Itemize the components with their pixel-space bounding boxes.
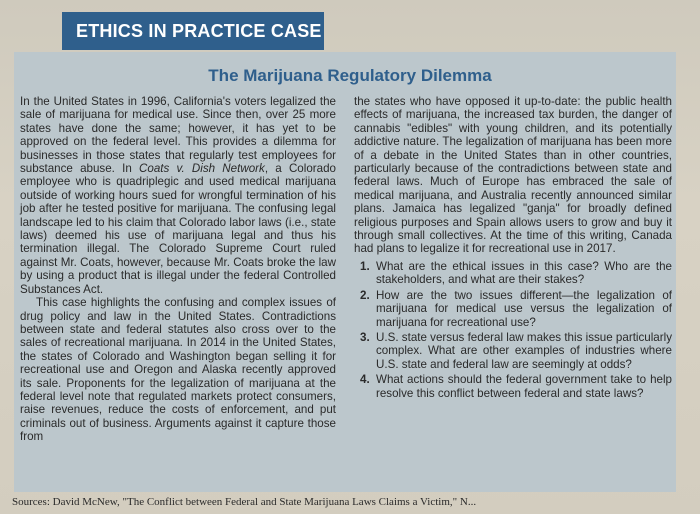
left-paragraph-1-text-b: , a Colorado employee who is quadriplegic and used medical marijuana outside of working hours sued for wrongful termination of his job after he tested positive for marijuana. The confusing legal landscape led to his claim that Colorado labor laws (i.e., state laws) deemed his use of marijuana legal and thus his termination illegal. The Colorado Supreme Court ruled against Mr. Coats, however, because Mr. Coats broke the law by using a product that is illegal under the federal Controlled Substances Act. <box>20 162 336 296</box>
question-text: How are the two issues different—the legalization of marijuana for medical use versus the legalization of marijuana for recreational use? <box>376 288 672 329</box>
case-title: The Marijuana Regulatory Dilemma <box>208 66 492 85</box>
left-paragraph-2: This case highlights the confusing and complex issues of drug policy and law in the United States. Contradictions between state and federal statutes also cross over to the sales of recreational marijuana. In 2014 in the United States, the states of Colorado and Washington began selling it for recreational use and Oregon and Alaska recently approved its sale. Proponents for the legalization of marijuana at the federal level note that regulated markets protect consumers, raise revenues, reduce the costs of enforcement, and put criminals out of business. Arguments against it capture those from <box>20 296 336 444</box>
question-number: 2. <box>360 288 370 302</box>
sources-line: Sources: David McNew, "The Conflict between Federal and State Marijuana Laws Claims a Victim," N... <box>12 496 477 508</box>
question-item <box>354 373 672 400</box>
discussion-questions <box>354 260 672 400</box>
question-item <box>354 289 672 329</box>
question-text: What are the ethical issues in this case? Who are the stakeholders, and what are their stakes? <box>376 259 672 287</box>
question-item <box>354 331 672 371</box>
right-paragraph-1: the states who have opposed it up-to-date: the public health effects of marijuana, the increased tax burden, the danger of cannabis "edibles" with young children, and its potentially addictive nature. The legalization of marijuana has been more of a debate in the United States than in other countries, particularly because of the contradictions between state and federal laws. Much of Europe has embraced the sale of medical marijuana, and Australia recently announced similar plans. Jamaica has legalized "ganja" for broadly defined religious purposes and Spain allows users to grow and buy it through small collectives. At the time of this writing, Canada had plans to legalize it for recreational use in 2017. <box>354 95 672 256</box>
case-name: Coats v. Dish Network <box>139 162 265 176</box>
left-paragraph-1 <box>20 95 336 296</box>
left-paragraph-1-text-a: In the United States in 1996, California's voters legalized the sale of marijuana for medical use. Since then, over 25 more states have done the same; however, it has yet to be approved on the federal level. This provides a dilemma for businesses in those states that regularly test employees for substance abuse. In <box>20 95 336 176</box>
case-banner: ETHICS IN PRACTICE CASE <box>62 12 324 50</box>
question-item <box>354 260 672 287</box>
question-number: 1. <box>360 259 370 273</box>
right-column <box>354 95 672 402</box>
question-text: U.S. state versus federal law makes this issue particularly complex. What are other examples of industries where U.S. state and federal law are seemingly at odds? <box>376 330 672 371</box>
left-column <box>20 95 336 444</box>
question-text: What actions should the federal government take to help resolve this conflict between federal and state laws? <box>376 373 672 400</box>
question-number: 3. <box>360 330 370 344</box>
question-number: 4. <box>360 373 370 387</box>
